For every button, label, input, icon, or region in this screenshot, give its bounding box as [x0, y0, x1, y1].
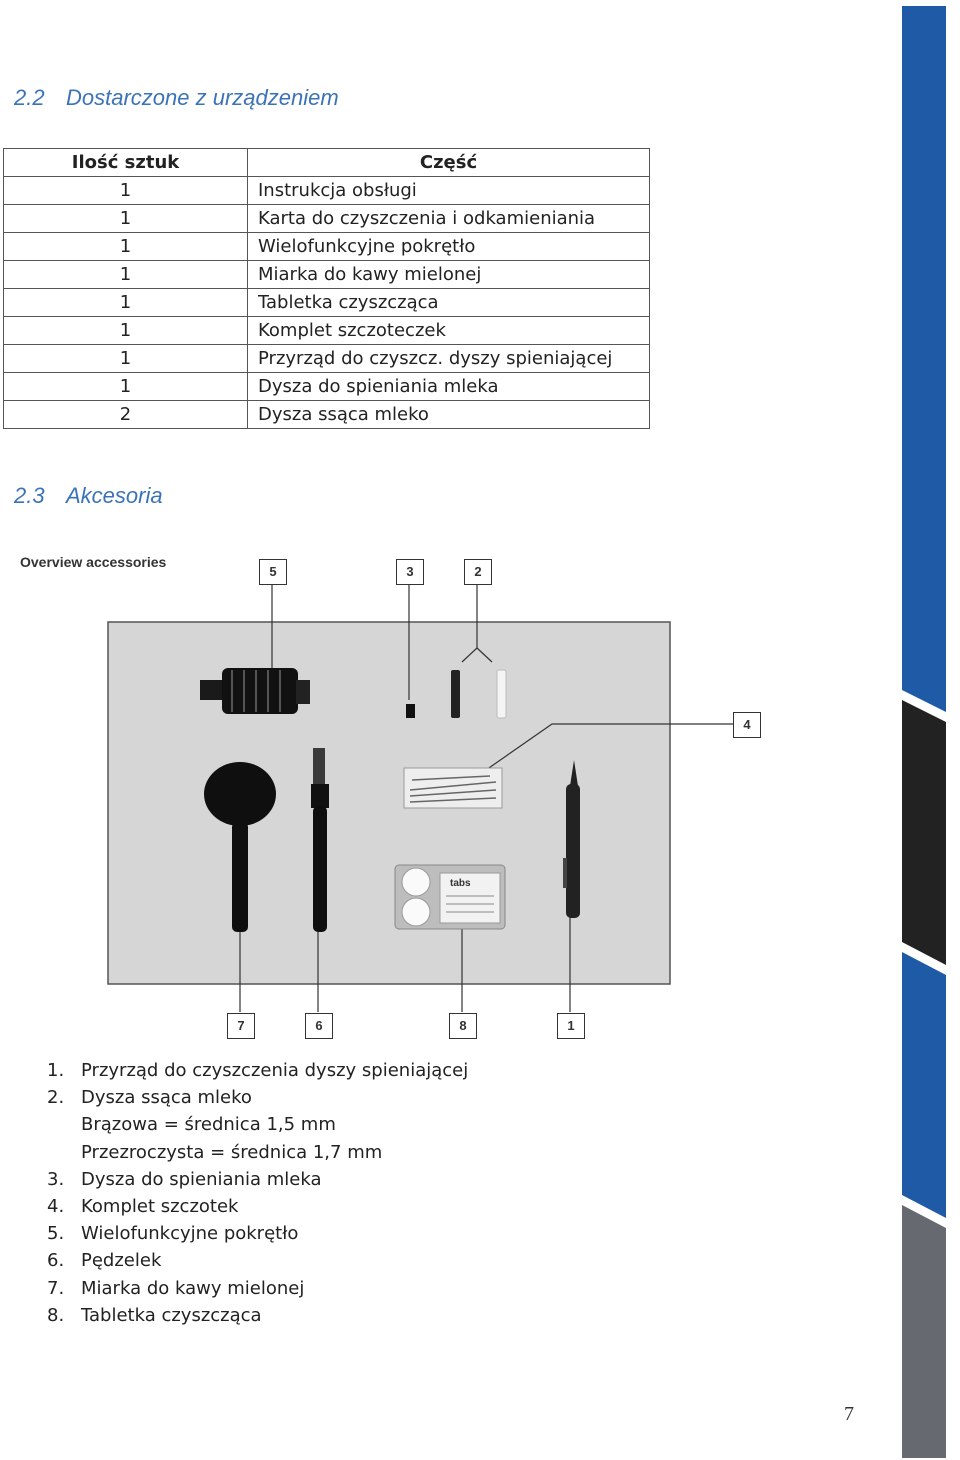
parts-table [3, 148, 650, 429]
table-row [4, 373, 650, 401]
part-cell: Przyrząd do czyszcz. dyszy spieniającej [248, 345, 650, 373]
section-heading-accessories [14, 483, 163, 509]
part-cell: Miarka do kawy mielonej [248, 261, 650, 289]
qty-cell: 1 [4, 317, 248, 345]
table-row [4, 289, 650, 317]
table-row [4, 177, 650, 205]
table-row [4, 345, 650, 373]
list-item: 6. Pędzelek [47, 1250, 162, 1272]
callout-1: 1 [557, 1013, 585, 1039]
figure-title: Overview accessories [20, 554, 167, 570]
callout-8: 8 [449, 1013, 477, 1039]
qty-cell: 2 [4, 401, 248, 429]
suction-nozzle-brown-icon [451, 670, 460, 718]
qty-cell: 1 [4, 261, 248, 289]
callout-4: 4 [733, 712, 761, 738]
section-number: 2.2 [14, 85, 45, 110]
part-cell: Karta do czyszczenia i odkamieniania [248, 205, 650, 233]
part-cell: Tabletka czyszcząca [248, 289, 650, 317]
column-header-part: Część [248, 149, 650, 177]
list-subitem: Brązowa = średnica 1,5 mm [81, 1114, 336, 1136]
list-item: 3. Dysza do spieniania mleka [47, 1168, 322, 1190]
callout-2: 2 [464, 559, 492, 585]
accessories-legend [47, 1057, 468, 1329]
callout-7: 7 [227, 1013, 255, 1039]
callout-6: 6 [305, 1013, 333, 1039]
list-subitem: Przezroczysta = średnica 1,7 mm [81, 1141, 383, 1163]
small-cleaning-tool-icon [406, 704, 415, 718]
decorative-side-stripe [900, 0, 950, 1460]
part-cell: Instrukcja obsługi [248, 177, 650, 205]
part-cell: Komplet szczoteczek [248, 317, 650, 345]
table-row [4, 317, 650, 345]
section-number: 2.3 [14, 483, 45, 508]
table-row [4, 261, 650, 289]
list-item: 2. Dysza ssąca mleko [47, 1087, 252, 1109]
accessories-photo [0, 540, 800, 1050]
cleaning-tabs-icon [395, 865, 505, 929]
brush-set-icon [404, 768, 502, 808]
part-cell: Wielofunkcyjne pokrętło [248, 233, 650, 261]
list-item: 4. Komplet szczotek [47, 1196, 239, 1218]
section-heading-delivered [14, 85, 339, 111]
callout-5: 5 [259, 559, 287, 585]
part-cell: Dysza ssąca mleko [248, 401, 650, 429]
table-row [4, 401, 650, 429]
list-item: 7. Miarka do kawy mielonej [47, 1277, 305, 1299]
table-header-row [4, 149, 650, 177]
section-title: Akcesoria [66, 483, 163, 508]
table-row [4, 233, 650, 261]
suction-nozzle-clear-icon [497, 670, 506, 718]
qty-cell: 1 [4, 345, 248, 373]
qty-cell: 1 [4, 233, 248, 261]
tabs-label: tabs [450, 878, 471, 889]
list-item: 1. Przyrząd do czyszczenia dyszy spieniającej [47, 1060, 469, 1081]
qty-cell: 1 [4, 289, 248, 317]
qty-cell: 1 [4, 177, 248, 205]
callout-3: 3 [396, 559, 424, 585]
table-row [4, 205, 650, 233]
photo-background [108, 622, 670, 984]
part-cell: Dysza do spieniania mleka [248, 373, 650, 401]
column-header-qty: Ilość sztuk [4, 149, 248, 177]
list-item: 5. Wielofunkcyjne pokrętło [47, 1223, 299, 1245]
qty-cell: 1 [4, 205, 248, 233]
page-number: 7 [844, 1403, 854, 1425]
accessories-figure [0, 540, 800, 1050]
section-title: Dostarczone z urządzeniem [66, 85, 339, 110]
qty-cell: 1 [4, 373, 248, 401]
list-item: 8. Tabletka czyszcząca [47, 1304, 262, 1326]
